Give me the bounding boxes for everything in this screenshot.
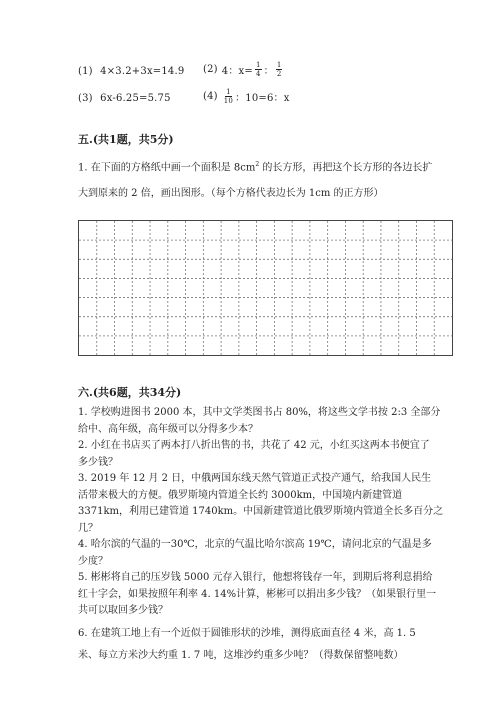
problem-line: 米、每立方米沙大约重 1. 7 吨，这堆沙约重多少吨？（得数保留整吨数）	[78, 650, 404, 661]
equation-text: ：10=6：x	[235, 93, 290, 104]
problem-line: 3. 2019 年 12 月 2 日，中俄两国东线天然气管道正式投产通气，给我国人民生	[78, 473, 432, 484]
denominator: 10	[223, 97, 234, 105]
equation-text: 4：x=	[221, 66, 253, 77]
equation-4	[203, 88, 290, 105]
section-6-problems	[78, 405, 488, 665]
section-5-problem	[78, 156, 478, 203]
grid-paper[interactable]	[78, 220, 453, 356]
problem-line: 1. 学校购进图书 2000 本，其中文学类图书占 80%，将这些文学书按 2:3 全部分	[78, 407, 441, 418]
equation-label: (1)	[78, 66, 93, 77]
numerator: 1	[255, 61, 261, 69]
problem-text: 1. 在下面的方格纸中画一个面积是 8cm	[78, 162, 256, 174]
problem-line: 2. 小红在书店买了两本打八折出售的书，共花了 42 元，小红买这两本书便宜了	[78, 440, 430, 451]
problem-line: 活带来极大的方便。俄罗斯境内管道全长约 3000km，中国境内新建管道	[78, 489, 403, 501]
grid-lines	[79, 221, 452, 355]
problem-line: 给中、高年级，高年级可以分得多少本？	[78, 423, 258, 435]
problem-line: 4. 哈尔滨的气温的一30℃，北京的气温比哈尔滨高 19℃，请问北京的气温是多	[78, 539, 432, 550]
problem-line	[78, 156, 478, 177]
numerator: 1	[226, 88, 231, 96]
problem-line: 多少钱？	[78, 456, 118, 468]
numerator: 1	[276, 61, 282, 69]
equation-label: (3)	[78, 93, 93, 104]
fraction	[276, 61, 283, 78]
fraction	[224, 88, 233, 105]
problem-line: 几？	[78, 522, 98, 534]
denominator: 4	[255, 70, 261, 78]
section-6-title: 六.(共6题，共34分)	[78, 386, 182, 399]
equation-text: 4×3.2+3x=14.9	[100, 66, 185, 77]
equation-text: ：	[263, 66, 274, 77]
section-5-title: 五.(共1题，共5分)	[78, 133, 174, 146]
problem-text: 的长方形，再把这个长方形的各边长扩	[259, 162, 433, 174]
denominator: 2	[276, 70, 282, 78]
problem-line: 大到原来的 2 倍，画出图形。（每个方格代表边长为 1cm 的正方形）	[78, 188, 384, 200]
problem-line: 6. 在建筑工地上有一个近似于圆锥形状的沙堆，测得底面直径 4 米，高 1. 5	[78, 627, 416, 639]
problem-line: 5. 彬彬将自己的压岁钱 5000 元存入银行，他想将钱存一年，到期后将利息捐给	[78, 572, 433, 583]
equation-text: 6x-6.25=5.75	[100, 93, 171, 104]
equation-label: (2)	[203, 64, 218, 75]
problem-line: 3371km，利用已建管道 1740km。中国新建管道比俄罗斯境内管道全长多百分之	[78, 506, 444, 517]
equation-3	[78, 93, 171, 104]
equation-2	[203, 61, 284, 78]
equation-label: (4)	[203, 91, 218, 102]
problem-line: 共可以取回多少钱？	[78, 605, 168, 616]
equation-1	[78, 66, 184, 77]
fraction	[255, 61, 262, 78]
superscript: 2	[255, 161, 260, 168]
problem-line: 少度？	[78, 555, 108, 567]
problem-line: 红十字会，如果按照年利率 4. 14%计算，彬彬可以捐出多少钱？（如果银行里一	[78, 588, 437, 600]
